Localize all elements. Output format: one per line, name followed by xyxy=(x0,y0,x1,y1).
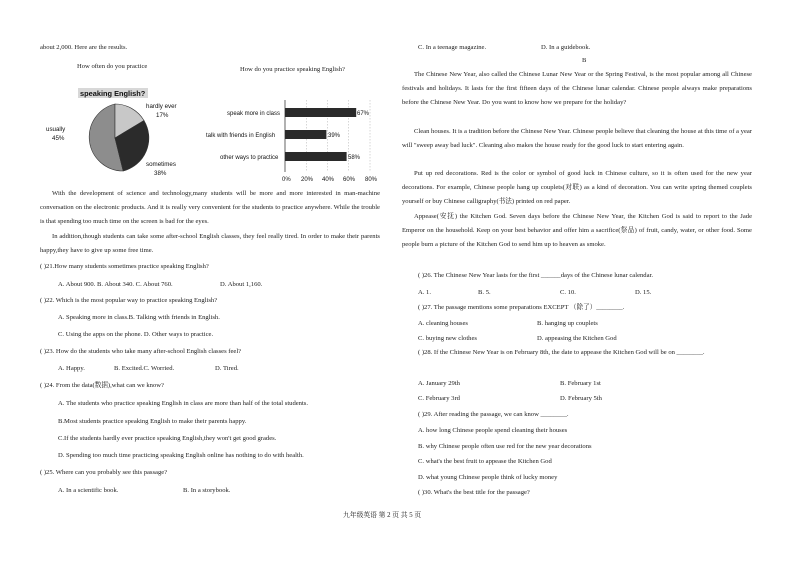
q28-option-c: C. February 3rd xyxy=(418,395,460,402)
section-b-label: B xyxy=(582,57,587,64)
bar-value-other-ways: 58% xyxy=(348,155,361,161)
question-22: ( )22. Which is the most popular way to practice speaking English? xyxy=(40,297,218,304)
bar-value-talk-with-friends: 39% xyxy=(328,133,341,139)
q24-option-c: C.If the students hardly ever practice speaking English,they won't get good grades. xyxy=(58,435,277,442)
q29-option-c: C. what's the best fruit to appease the Kitchen God xyxy=(418,458,552,465)
q24-option-a: A. The students who practice speaking English in class are more than half of the total students. xyxy=(58,400,309,407)
pie-label-hardly-ever: hardly ever xyxy=(146,103,177,110)
tick-80: 80% xyxy=(365,177,378,183)
question-21: ( )21.How many students sometimes practice speaking English? xyxy=(40,263,209,270)
passage-para-3: Put up red decorations. Red is the color or symbol of good luck in Chinese culture, so it is often used for the new year decorations. For example, Chinese people hang up couplets(对联) as a kind of decoration. You can write spring themed couplets yourself or buy Chinese calligraphy(书法) printed on red paper. xyxy=(402,170,752,206)
question-28: ( )28. If the Chinese New Year is on February 8th, the date to appease the Kitchen God will be on ________. xyxy=(418,349,705,356)
q27-option-d: D. appeasing the Kitchen God xyxy=(537,335,617,342)
q29-option-a: A. how long Chinese people spend cleaning their houses xyxy=(418,427,568,434)
pie-value-sometimes: 38% xyxy=(154,170,167,177)
q26-option-b: B. 5. xyxy=(478,289,491,296)
bar-value-speak-more: 67% xyxy=(357,111,370,117)
question-23: ( )23. How do the students who take many after-school English classes feel? xyxy=(40,348,242,355)
tick-60: 60% xyxy=(343,177,356,183)
bar-label-other-ways: other ways to practice xyxy=(220,155,279,161)
q25-option-c: C. In a teenage magazine. xyxy=(418,44,487,51)
question-25: ( )25. Where can you probably see this passage? xyxy=(40,469,168,476)
paragraph-1: With the development of science and technology,many students will be more and more interested in man-machine conversation on the electronic products. And it is really very convenient for the students to practice anywhere. While the trouble is that spending too much time on the screen is bad for the eyes. xyxy=(40,190,380,226)
q23-option-a: A. Happy. xyxy=(58,365,85,372)
question-30: ( )30. What's the best title for the passage? xyxy=(418,489,530,496)
q25-option-d: D. In a guidebook. xyxy=(541,44,591,51)
chart1-title: How often do you practice xyxy=(77,63,148,70)
paragraph-2: In addition,though students can take some after-school English classes, they feel really tired. In order to make their parents happy,they have to give up some free time. xyxy=(40,233,380,255)
question-26: ( )26. The Chinese New Year lasts for the first ______days of the Chinese lunar calendar. xyxy=(418,272,653,279)
q21-option-d: D. About 1,160. xyxy=(220,281,263,288)
bar-label-speak-more: speak more in class xyxy=(227,111,281,117)
bar-other-ways xyxy=(285,152,347,161)
q28-option-d: D. February 5th xyxy=(560,395,602,402)
bar-talk-with-friends xyxy=(285,130,326,139)
q25-option-b: B. In a storybook. xyxy=(183,487,231,494)
pie-value-usually: 45% xyxy=(52,135,65,142)
tick-20: 20% xyxy=(301,177,314,183)
q24-option-d: D. Spending too much time practicing speaking English online has nothing to do with health. xyxy=(58,452,304,459)
q29-option-d: D. what young Chinese people think of lucky money xyxy=(418,474,558,481)
q26-option-c: C. 10. xyxy=(560,289,576,296)
q27-option-a: A. cleaning houses xyxy=(418,320,468,327)
q24-option-b: B.Most students practice speaking English to make their parents happy. xyxy=(58,418,247,425)
q27-option-c: C. buying new clothes xyxy=(418,335,477,342)
question-29: ( )29. After reading the passage, we can know ________. xyxy=(418,411,569,418)
q23-option-d: D. Tired. xyxy=(215,365,239,372)
pie-value-hardly-ever: 17% xyxy=(156,112,169,119)
chart2-title: How do you practice speaking English? xyxy=(240,66,345,73)
page-footer: 九年级英语 第 2 页 共 5 页 xyxy=(343,512,422,519)
pie-label-usually: usually xyxy=(46,126,66,133)
pie-slices xyxy=(89,104,149,171)
passage-para-2: Clean houses. It is a tradition before the Chinese New Year. Chinese people believe that cleaning the house at this time of a year will "sweep away bad luck". Cleaning also makes the house ready for the good luck to start entering again. xyxy=(402,128,752,150)
bar-label-talk-with-friends: talk with friends in English xyxy=(206,133,276,139)
q21-options-abc: A. About 900. B. About 340. C. About 760. xyxy=(58,281,173,288)
q29-option-b: B. why Chinese people often use red for the new year decorations xyxy=(418,443,592,450)
bar-speak-more-in-class xyxy=(285,108,356,117)
passage-para-4: Appease(安抚) the Kitchen God. Seven days before the Chinese New Year, the Kitchen God is said to report to the Jade Emperor on the household. Keep on your best behavior and offer him a sacrifice(祭品) of fruit, candy, water, or other food. Some people burn a picture of the Kitchen God to send him up to heaven as smoke. xyxy=(402,213,752,249)
q27-option-b: B. hanging up couplets xyxy=(537,320,598,327)
tick-0: 0% xyxy=(282,177,291,183)
pie-label-sometimes: sometimes xyxy=(146,161,176,168)
q26-option-a: A. 1. xyxy=(418,289,432,296)
q22-options-cd: C. Using the apps on the phone. D. Other ways to practice. xyxy=(58,331,214,338)
tick-40: 40% xyxy=(322,177,335,183)
passage-para-1: The Chinese New Year, also called the Chinese Lunar New Year or the Spring Festival, is the most popular among all Chinese festivals and holidays. It lasts for the first fifteen days of the Chinese lunar calendar. Chinese people always make preparations before the Chinese New Year. Do you want to know how we prepare for the holiday? xyxy=(402,71,752,107)
q23-options-bc: B. Excited.C. Worried. xyxy=(114,365,175,372)
q28-option-b: B. February 1st xyxy=(560,380,601,387)
q26-option-d: D. 15. xyxy=(635,289,652,296)
q28-option-a: A. January 29th xyxy=(418,380,460,387)
q25-option-a: A. In a scientific book. xyxy=(58,487,119,494)
intro-line: about 2,000. Here are the results. xyxy=(40,44,128,51)
pie-chart xyxy=(40,82,190,182)
q22-options-ab: A. Speaking more in class.B. Talking with friends in English. xyxy=(58,314,220,321)
question-24: ( )24. From the data(数据),what can we know? xyxy=(40,382,164,389)
bar-chart xyxy=(205,100,380,184)
question-27: ( )27. The passage mentions some preparations EXCEPT （除了）________. xyxy=(418,304,625,311)
pie-title: speaking English? xyxy=(80,89,146,98)
